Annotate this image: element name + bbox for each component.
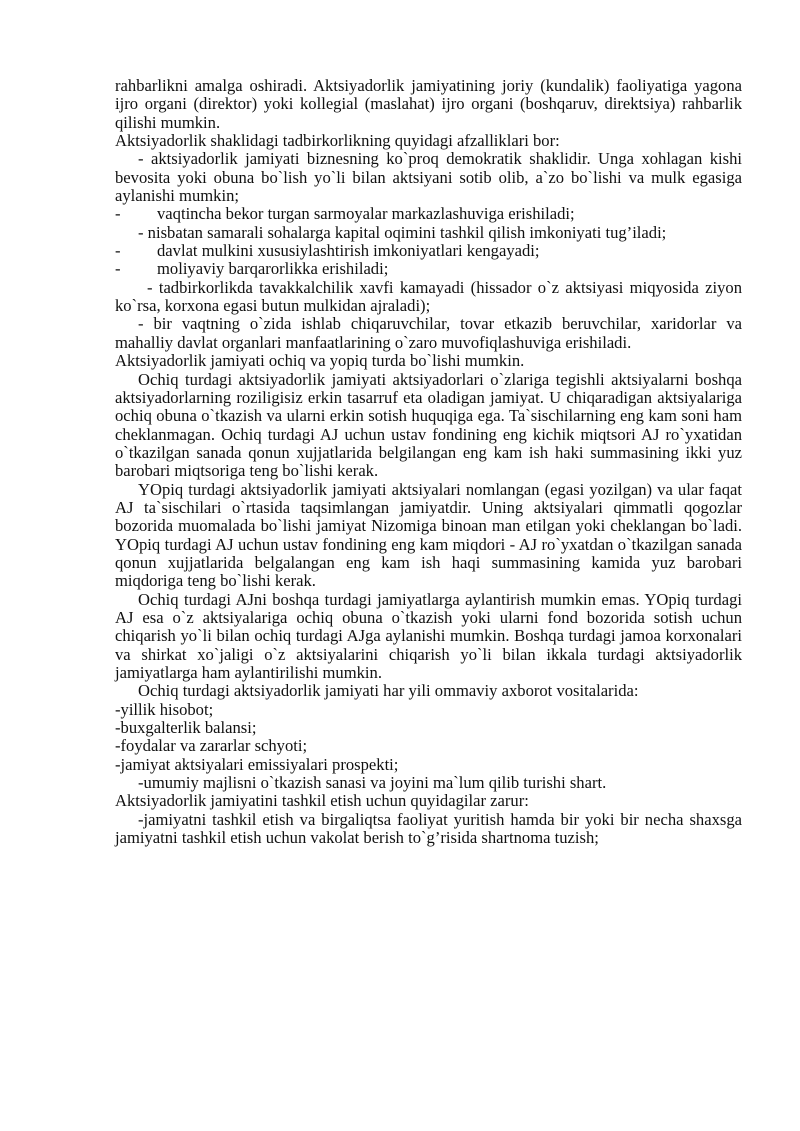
list-item-risk: - tadbirkorlikda tavakkalchilik xavfi kamayadi (hissador o`z aktsiyasi miqyosida ziyon ko`rsa, korxona egasi butun mulkidan ajraladi); [115, 277, 742, 316]
list-item-founding-agreement: -jamiyatni tashkil etish va birgaliqtsa faoliyat yuritish hamda bir yoki bir necha shaxsga jamiyatni tashkil etish uchun vakolat berish to`g’risida shartnoma tuzish; [115, 809, 742, 848]
document-page [115, 77, 742, 847]
list-item-democratic: - aktsiyadorlik jamiyati biznesning ko`proq demokratik shaklidir. Unga xohlagan kishi bevosita yoki obuna bo`lish yo`li bilan aktsiyani sotib olib, a`zo bo`lishi va mulk egasiga aylanishi mumkin; [115, 149, 742, 206]
paragraph-advantages-intro: Aktsiyadorlik shaklidagi tadbirkorlikning quyidagi afzalliklari bor: [115, 131, 560, 151]
list-item-annual-report: -yillik hisobot; [115, 699, 214, 719]
list-marker: - [115, 259, 121, 279]
paragraph-1: rahbarlikni amalga oshiradi. Aktsiyadorlik jamiyatining joriy (kundalik) faoliyatiga yagona ijro organi (direktor) yoki kollegial (maslahat) ijro organi (boshqaruv, direktsiya) rahbarlik qilishi mumkin. [115, 76, 742, 132]
list-marker: - [115, 241, 121, 261]
list-item-prospectus: -jamiyat aktsiyalari emissiyalari prospekti; [115, 754, 399, 774]
list-item-capital-flow: - nisbatan samarali sohalarga kapital oqimini tashkil qilish imkoniyati tug’iladi; [138, 222, 667, 242]
list-item-text: davlat mulkini xususiylashtirish imkoniyatlari kengayadi; [157, 241, 540, 261]
paragraph-open-company: Ochiq turdagi aktsiyadorlik jamiyati aktsiyadorlari o`zlariga tegishli aktsiyalarni boshqa aktsiyadorlarning roziligisiz erkin tasarruf eta oladigan jamiyat. U chiqaradigan aktsiyalariga ochiq obuna o`tkazish va ularni erkin sotish huquqiga ega. Ta`sischilarning eng kam soni ham cheklanmagan. Ochiq turdagi AJ uchun ustav fondining eng kichik miqtsori AJ ro`yxatidan o`tkazilgan sanada qonun xujjatlarida belgilangan eng kam ish haki summasining ikki yuz barobari miqtsoriga teng bo`lishi kerak. [115, 369, 742, 481]
list-item-stability [115, 260, 742, 278]
list-item-text: vaqtincha bekor turgan sarmoyalar markazlashuviga erishiladi; [157, 204, 575, 224]
paragraph-types: Aktsiyadorlik jamiyati ochiq va yopiq turda bo`lishi mumkin. [115, 351, 525, 371]
paragraph-conversion: Ochiq turdagi AJni boshqa turdagi jamiyatlarga aylantirish mumkin emas. YOpiq turdagi AJ esa o`z aktsiyalariga ochiq obuna o`tkazish yoki ularni fond bozorida sotish uchun chiqarish yo`li bilan ochiq turdagi AJga aylanishi mumkin. Boshqa turdagi jamoa korxonalari va shirkat xo`jaligi o`z aktsiyalarini chiqarish yo`li bilan ikkala turdagi aktsiyadorlik jamiyatlarga ham aylantirilishi mumkin. [115, 589, 742, 682]
list-item-balance: -buxgalterlik balansi; [115, 718, 257, 738]
paragraph-disclosure-intro: Ochiq turdagi aktsiyadorlik jamiyati har yili ommaviy axborot vositalarida: [138, 681, 639, 701]
list-marker: - [115, 204, 121, 224]
list-item-meeting: -umumiy majlisni o`tkazish sanasi va joyini ma`lum qilib turishi shart. [138, 773, 607, 793]
list-item-privatization [115, 242, 742, 260]
list-item-text: moliyaviy barqarorlikka erishiladi; [157, 259, 389, 279]
list-item-profit-loss: -foydalar va zararlar schyoti; [115, 736, 308, 756]
list-item-coordination: - bir vaqtning o`zida ishlab chiqaruvchilar, tovar etkazib beruvchilar, xaridorlar va mahalliy davlat organlari manfaatlarining o`zaro muvofiqlashuviga erishiladi. [115, 314, 742, 352]
paragraph-founding-intro: Aktsiyadorlik jamiyatini tashkil etish uchun quyidagilar zarur: [115, 791, 529, 811]
paragraph-closed-company: YOpiq turdagi aktsiyadorlik jamiyati aktsiyalari nomlangan (egasi yozilgan) va ular faqat AJ ta`sischilari o`rtasida taqsimlangan jamiyatdir. Uning aktsiyalari qimmatli qogozlar bozorida muomalada bo`lishi jamiyat Nizomiga binoan man etilgan yoki cheklangan bo`ladi. YOpiq turdagi AJ uchun ustav fondining eng kam miqdori - AJ ro`yxatdan o`tkazilgan sanada qonun xujjatlarida belgalangan eng kam ish haqi summasining kamida yuz barobari miqdoriga teng bo`lishi kerak. [115, 479, 742, 591]
list-item-capital-centralization [115, 205, 742, 223]
